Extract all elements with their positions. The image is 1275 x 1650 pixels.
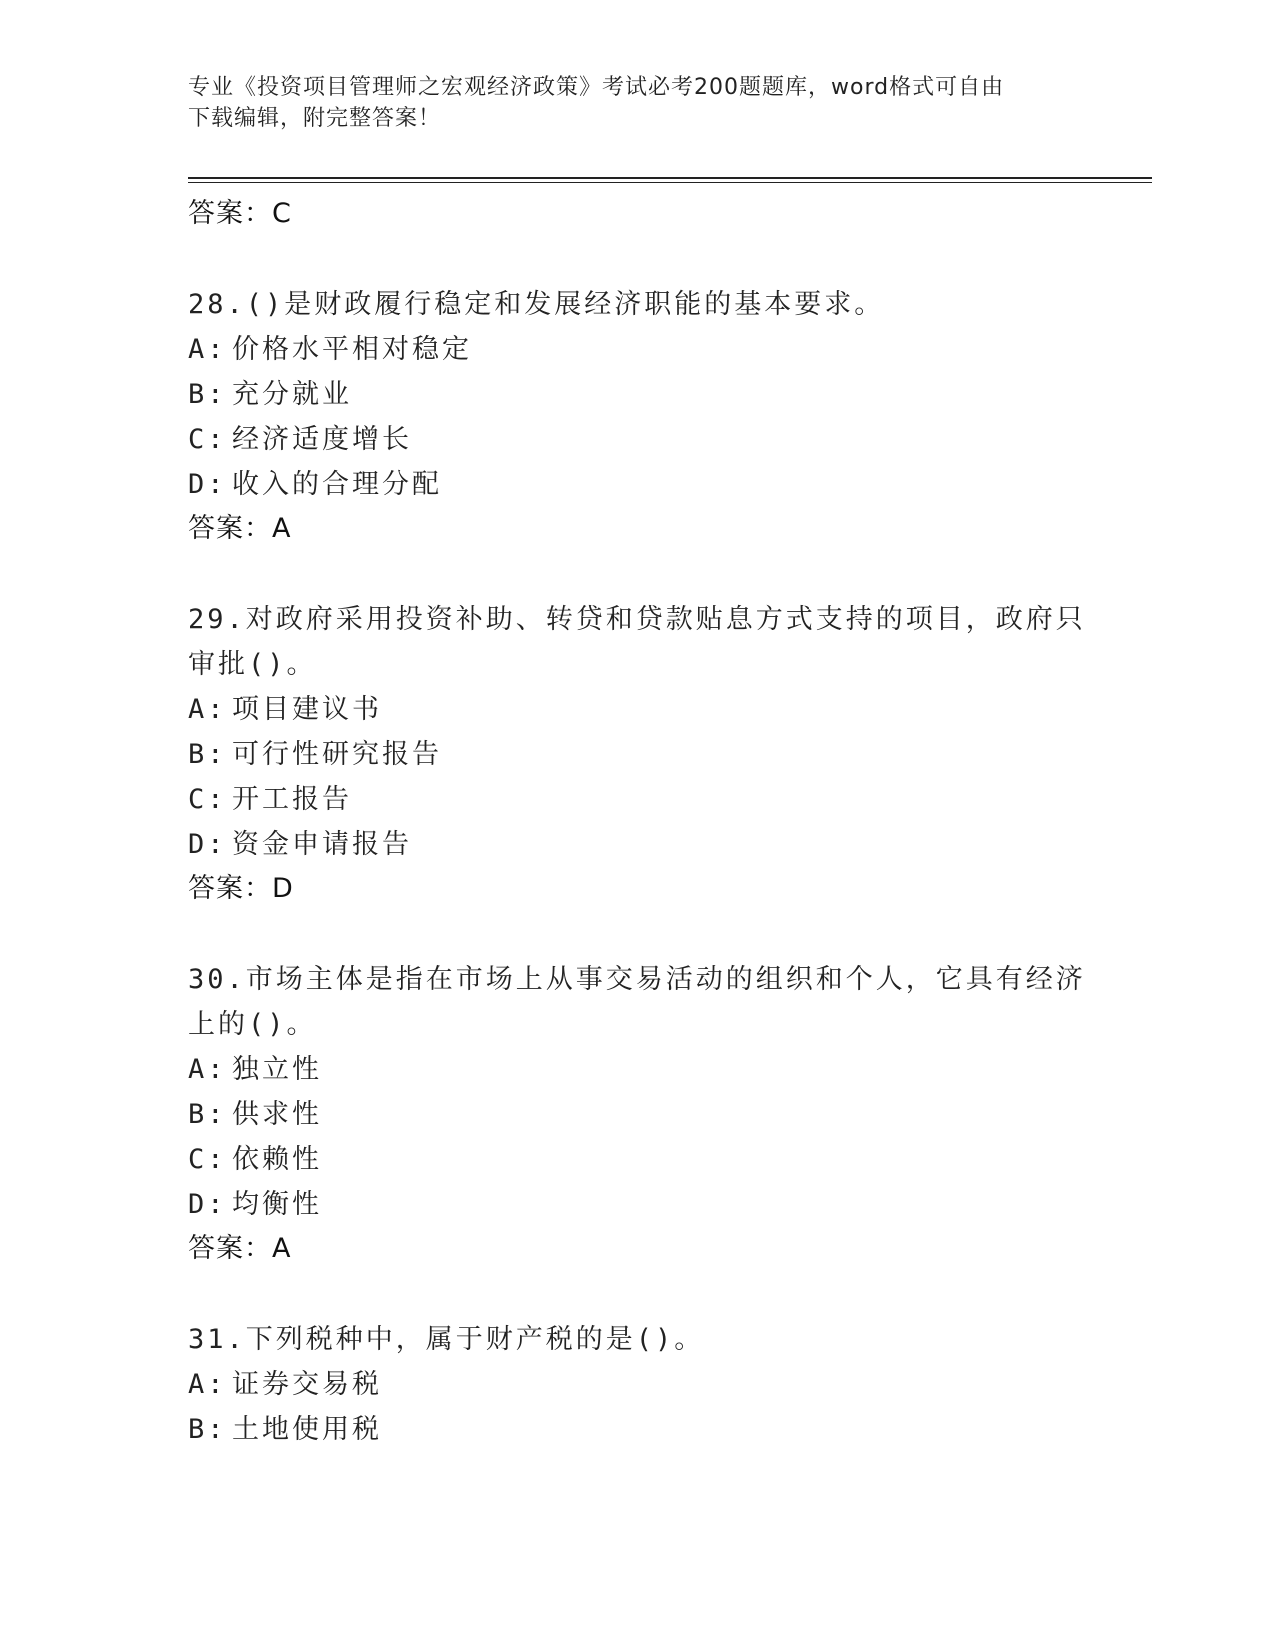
option-key: D:: [188, 1189, 227, 1220]
option-key: A:: [188, 334, 227, 365]
header-line-2: 下载编辑，附完整答案！: [188, 106, 442, 131]
option-c: [188, 417, 1088, 462]
answer-line: 答案：A: [188, 1233, 292, 1264]
question-stem: 30.市场主体是指在市场上从事交易活动的组织和个人，它具有经济上的()。: [188, 964, 1086, 1040]
option-d: [188, 462, 1088, 507]
option-c: [188, 777, 1088, 822]
option-text: 均衡性: [232, 1189, 322, 1220]
option-text: 收入的合理分配: [232, 469, 442, 500]
option-key: D:: [188, 829, 227, 860]
question-29: [188, 597, 1088, 911]
option-text: 充分就业: [232, 379, 352, 410]
option-key: D:: [188, 469, 227, 500]
option-text: 可行性研究报告: [232, 739, 442, 770]
question-30: [188, 957, 1088, 1271]
option-a: [188, 327, 1088, 372]
option-text: 经济适度增长: [232, 424, 412, 455]
option-text: 资金申请报告: [232, 829, 412, 860]
answer-line: 答案：C: [188, 198, 292, 229]
answer-line: 答案：D: [188, 873, 294, 904]
option-key: C:: [188, 784, 227, 815]
option-key: A:: [188, 1054, 227, 1085]
option-text: 土地使用税: [232, 1414, 382, 1445]
option-b: [188, 1092, 1088, 1137]
question-stem: 28.()是财政履行稳定和发展经济职能的基本要求。: [188, 289, 885, 320]
option-text: 供求性: [232, 1099, 322, 1130]
document-header: [188, 72, 1068, 134]
option-a: [188, 1362, 1088, 1407]
question-31: [188, 1317, 1088, 1452]
option-d: [188, 1182, 1088, 1227]
option-text: 依赖性: [232, 1144, 322, 1175]
option-key: A:: [188, 1369, 227, 1400]
question-stem: 29.对政府采用投资补助、转贷和贷款贴息方式支持的项目，政府只审批()。: [188, 604, 1086, 680]
option-key: B:: [188, 739, 227, 770]
option-text: 项目建议书: [232, 694, 382, 725]
option-text: 证券交易税: [232, 1369, 382, 1400]
option-d: [188, 822, 1088, 867]
option-a: [188, 1047, 1088, 1092]
question-list: [188, 190, 1088, 1452]
option-key: B:: [188, 1099, 227, 1130]
option-b: [188, 732, 1088, 777]
option-text: 价格水平相对稳定: [232, 334, 472, 365]
option-key: C:: [188, 424, 227, 455]
option-b: [188, 1407, 1088, 1452]
option-c: [188, 1137, 1088, 1182]
header-line-1: 专业《投资项目管理师之宏观经济政策》考试必考200题题库，word格式可自由: [188, 75, 1005, 100]
option-key: B:: [188, 379, 227, 410]
question-stem: 31.下列税种中，属于财产税的是()。: [188, 1324, 705, 1355]
option-key: A:: [188, 694, 227, 725]
option-a: [188, 687, 1088, 732]
header-rule-thick: [188, 177, 1152, 179]
option-key: B:: [188, 1414, 227, 1445]
header-rule-thin: [188, 182, 1152, 183]
option-key: C:: [188, 1144, 227, 1175]
option-b: [188, 372, 1088, 417]
option-text: 开工报告: [232, 784, 352, 815]
option-text: 独立性: [232, 1054, 322, 1085]
answer-line: 答案：A: [188, 513, 292, 544]
question-28: [188, 282, 1088, 551]
